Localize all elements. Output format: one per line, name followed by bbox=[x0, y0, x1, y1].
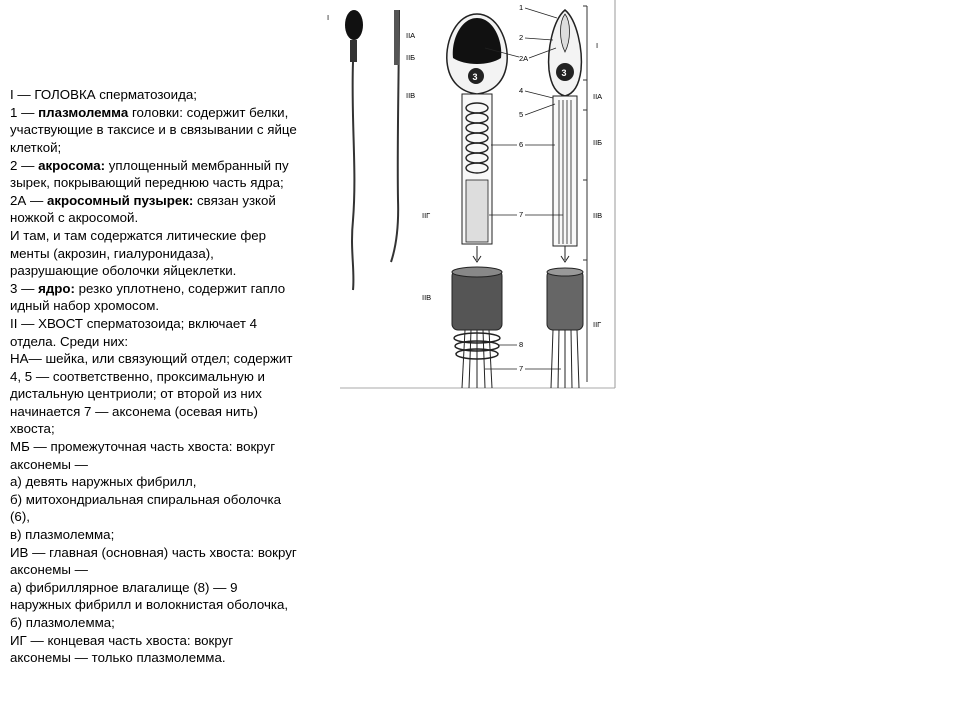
text-line-28: а) фибриллярное влагалище (8) — 9 bbox=[10, 579, 238, 595]
callout-4: 4 bbox=[519, 86, 524, 95]
text-line-24: (6), bbox=[10, 509, 30, 525]
text-line-25: в) плазмолемма; bbox=[10, 527, 115, 543]
text-line-23: б) митохондриальная спиральная оболочка bbox=[10, 491, 281, 507]
text-line-9: менты (акрозин, гиалуронидаза), bbox=[10, 245, 214, 261]
callout-8: 8 bbox=[519, 340, 524, 349]
svg-text:3: 3 bbox=[472, 72, 478, 82]
callout-2a: 2A bbox=[519, 54, 529, 63]
text-line-15: НА— шейка, или связующий отдел; содержит bbox=[10, 351, 293, 367]
label-iig-right: IIГ bbox=[593, 320, 602, 329]
label-iia-left: IIA bbox=[406, 31, 416, 40]
description-text bbox=[10, 51, 335, 667]
middle-sperm-section bbox=[447, 14, 507, 388]
label-iib-right: IIБ bbox=[593, 138, 603, 147]
label-iib-left: IIБ bbox=[406, 53, 416, 62]
label-i-left: I bbox=[327, 13, 330, 22]
text-line-21: аксонемы — bbox=[10, 456, 88, 472]
callout-6: 6 bbox=[519, 140, 524, 149]
text-line-12: идный набор хромосом. bbox=[10, 298, 160, 314]
text-line-10: разрушающие оболочки яйцеклетки. bbox=[10, 263, 237, 279]
svg-text:3: 3 bbox=[561, 68, 567, 78]
callout-5: 5 bbox=[519, 110, 524, 119]
text-line-5: зырек, покрывающий переднюю часть ядра; bbox=[10, 175, 284, 191]
text-line-29: наружных фибрилл и волокнистая оболочка, bbox=[10, 597, 289, 613]
text-line-26: ИВ — главная (основная) часть хвоста: вокруг bbox=[10, 544, 297, 560]
text-line-18: начинается 7 — аксонема (осевая нить) bbox=[10, 403, 258, 419]
text-line-32: аксонемы — только плазмолемма. bbox=[10, 650, 226, 666]
label-iig-left: IIГ bbox=[422, 211, 431, 220]
callout-1: 1 bbox=[519, 3, 524, 12]
text-line-0: I — ГОЛОВКА сперматозоида; bbox=[10, 87, 197, 103]
text-line-4: 2 — акросома: уплощенный мембранный пу bbox=[10, 157, 289, 173]
callout-2: 2 bbox=[519, 33, 524, 42]
label-iiv-right: IIВ bbox=[593, 211, 603, 220]
label-iia-right: IIA bbox=[593, 92, 603, 101]
text-line-16: 4, 5 — соответственно, проксимальную и bbox=[10, 368, 265, 384]
text-line-11: 3 — ядро: резко уплотнено, содержит гапло bbox=[10, 280, 286, 296]
text-line-3: клеткой; bbox=[10, 139, 62, 155]
sperm-structure-figure bbox=[325, 0, 620, 390]
label-iiv-left: IIВ bbox=[406, 91, 416, 100]
label-i-right: I bbox=[596, 41, 599, 50]
text-line-1: 1 — плазмолемма головки: содержит белки, bbox=[10, 104, 289, 120]
whole-sperm-drawing bbox=[345, 10, 399, 290]
text-line-20: МБ — промежуточная часть хвоста: вокруг bbox=[10, 439, 276, 455]
text-line-30: б) плазмолемма; bbox=[10, 615, 115, 630]
text-line-22: а) девять наружных фибрилл, bbox=[10, 474, 197, 490]
sperm-diagram bbox=[325, 0, 620, 390]
text-line-17: дистальную центриоли; от второй из них bbox=[10, 386, 262, 402]
text-line-14: отдела. Среди них: bbox=[10, 333, 129, 349]
text-line-8: И там, и там содержатся литические фер bbox=[10, 227, 267, 243]
text-line-7: ножкой с акросомой. bbox=[10, 210, 139, 226]
text-line-31: ИГ — концевая часть хвоста: вокруг bbox=[10, 632, 234, 648]
label-iiv-lower: IIВ bbox=[422, 293, 432, 302]
callout-7: 7 bbox=[519, 210, 524, 219]
text-line-6: 2А — акросомный пузырек: связан узкой bbox=[10, 192, 276, 208]
text-line-19: хвоста; bbox=[10, 421, 55, 437]
callout-7-lower: 7 bbox=[519, 364, 524, 373]
text-line-27: аксонемы — bbox=[10, 562, 88, 578]
text-line-13: II — ХВОСТ сперматозоида; включает 4 bbox=[10, 315, 257, 331]
text-line-2: участвующие в таксисе и в связывании с яйце bbox=[10, 122, 297, 138]
right-sperm-section bbox=[547, 10, 583, 388]
